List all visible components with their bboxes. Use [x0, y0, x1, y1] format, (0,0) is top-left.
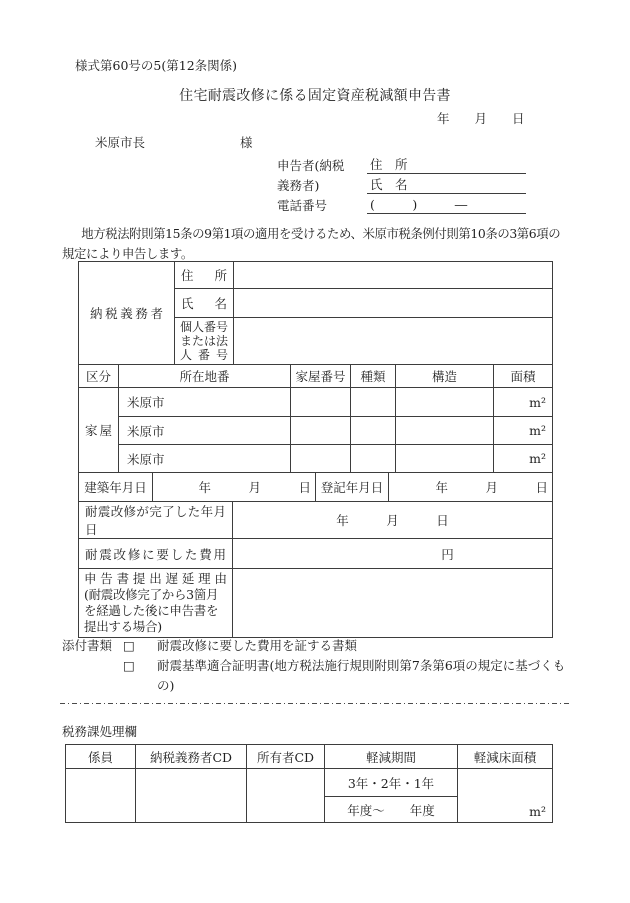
address-value-cell	[234, 262, 553, 289]
location-header: 所在地番	[119, 365, 291, 388]
completion-label: 耐震改修が完了した年月日	[79, 502, 233, 539]
attachment-text: 耐震基準適合証明書(地方税法施行規則附則第7条第6項の規定に基づくもの)	[157, 658, 566, 693]
delay-note: (耐震改修完了から3箇月を経過した後に申告書を提出する場合)	[84, 587, 219, 634]
dates-row	[79, 473, 553, 502]
reduction-period-header: 軽減期間	[325, 745, 458, 769]
applicant-label: 義務者)	[277, 178, 320, 193]
kind-cell	[351, 417, 396, 445]
attachments-label: 添付書類	[62, 638, 113, 653]
page-title: 住宅耐震改修に係る固定資産税減額申告書	[179, 88, 451, 104]
house-no-cell	[291, 388, 351, 417]
structure-header: 構造	[396, 365, 494, 388]
taxpayer-row-header: 納税義務者	[79, 262, 175, 365]
building-row	[79, 417, 553, 445]
office-section-heading: 税務課処理欄	[62, 724, 138, 739]
table-row	[79, 262, 553, 289]
completion-value: 年 月 日	[233, 502, 553, 539]
office-header-row	[66, 745, 553, 769]
reduction-area-cell: m²	[458, 769, 553, 823]
location-cell: 米原市	[119, 388, 291, 417]
attachments-block	[62, 636, 570, 696]
attachment-item	[62, 656, 570, 696]
registered-date-value: 年 月 日	[389, 473, 553, 502]
addressee: 米原市長	[95, 135, 146, 150]
attachment-text: 耐震改修に要した費用を証する書類	[157, 638, 358, 653]
address-field: 住 所	[367, 155, 526, 174]
kubun-header: 区分	[79, 365, 119, 388]
phone-field: ( ) ―	[367, 195, 526, 214]
house-no-cell	[291, 417, 351, 445]
dates-table	[78, 472, 553, 502]
addressee-line	[95, 133, 253, 151]
period-range-cell: 年度〜 年度	[325, 797, 458, 823]
building-table	[78, 364, 553, 473]
applicant-block	[277, 154, 526, 214]
building-header-row	[79, 365, 553, 388]
checkbox-icon: □	[123, 638, 135, 653]
location-cell: 米原市	[119, 417, 291, 445]
house-no-header: 家屋番号	[291, 365, 351, 388]
cut-line-divider	[60, 703, 570, 704]
delay-value-cell	[233, 569, 553, 638]
structure-cell	[396, 445, 494, 473]
location-cell: 米原市	[119, 445, 291, 473]
main-form-table	[78, 261, 553, 638]
owner-cd-header: 所有者CD	[247, 745, 325, 769]
office-use-table	[65, 744, 553, 823]
registered-date-label: 登記年月日	[316, 473, 389, 502]
completion-row	[79, 502, 553, 539]
house-no-cell	[291, 445, 351, 473]
structure-cell	[396, 388, 494, 417]
form-number: 様式第60号の5(第12条関係)	[75, 58, 238, 73]
delay-label-cell	[79, 569, 233, 638]
personal-number-label: 個人番号または法人番号	[175, 318, 234, 365]
period-choices-cell: 3年・2年・1年	[325, 769, 458, 797]
building-row	[79, 388, 553, 417]
cost-label: 耐震改修に要した費用	[79, 539, 233, 569]
built-date-value: 年 月 日	[153, 473, 316, 502]
office-body-row	[66, 769, 553, 797]
kind-header: 種類	[351, 365, 396, 388]
area-cell: m²	[494, 417, 553, 445]
delay-label: 申告書提出遅延理由	[84, 571, 227, 586]
name-value-cell	[234, 289, 553, 318]
applicant-phone-row	[277, 194, 526, 214]
applicant-name-row	[277, 174, 526, 194]
attachment-item	[62, 636, 570, 656]
cost-row	[79, 539, 553, 569]
declaration-paragraph: 地方税法附則第15条の9第1項の適用を受けるため、米原市税条例付則第10条の3第6項の規定により申告します。	[62, 226, 561, 261]
applicant-label: 申告者(納税	[277, 158, 345, 173]
detail-table	[78, 501, 553, 638]
delay-row	[79, 569, 553, 638]
kind-cell	[351, 388, 396, 417]
honorific: 様	[240, 135, 253, 150]
kind-cell	[351, 445, 396, 473]
cost-value: 円	[233, 539, 553, 569]
checkbox-icon: □	[123, 658, 135, 673]
area-header: 面積	[494, 365, 553, 388]
area-cell: m²	[494, 445, 553, 473]
staff-header: 係員	[66, 745, 136, 769]
building-row	[79, 445, 553, 473]
area-cell: m²	[494, 388, 553, 417]
owner-cd-cell	[247, 769, 325, 823]
date-placeholder: 年 月 日	[437, 111, 525, 126]
name-field: 氏 名	[367, 175, 526, 194]
phone-label: 電話番号	[277, 198, 328, 213]
taxpayer-cd-cell	[136, 769, 247, 823]
taxpayer-table	[78, 261, 553, 365]
structure-cell	[396, 417, 494, 445]
staff-cell	[66, 769, 136, 823]
building-row-header: 家屋	[79, 388, 119, 473]
reduction-area-header: 軽減床面積	[458, 745, 553, 769]
applicant-address-row	[277, 154, 526, 174]
personal-number-value-cell	[234, 318, 553, 365]
taxpayer-cd-header: 納税義務者CD	[136, 745, 247, 769]
name-label: 氏名	[175, 289, 234, 318]
address-label: 住所	[175, 262, 234, 289]
built-date-label: 建築年月日	[79, 473, 153, 502]
